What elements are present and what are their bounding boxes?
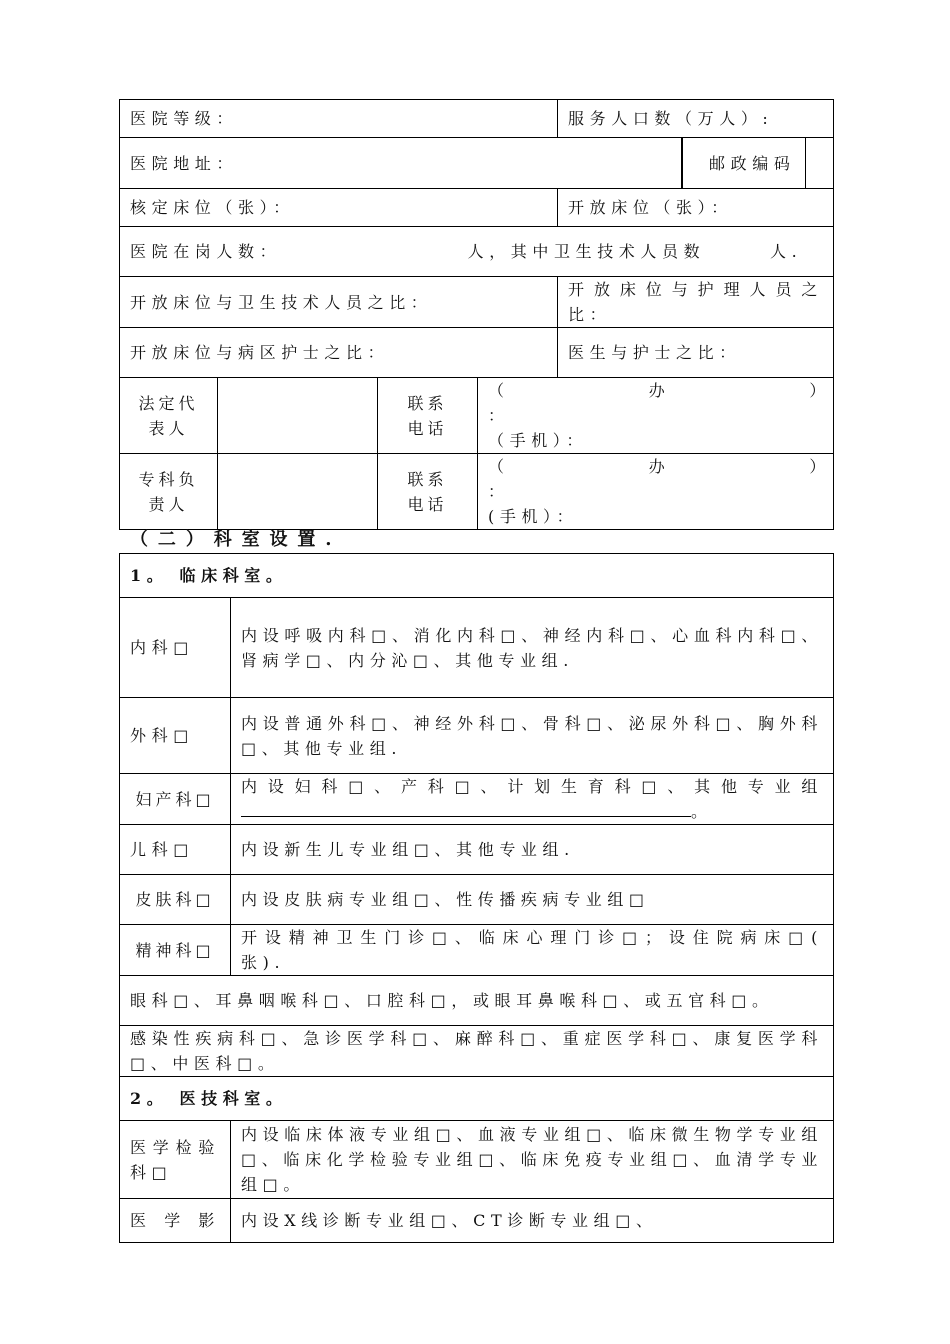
dept-surgery-content: 内设普通外科□、神经外科□、骨科□、泌尿外科□、胸外科□、其他专业组.	[231, 698, 834, 774]
dept-internal-medicine[interactable]: 内科□	[120, 598, 231, 698]
dept-obgyn-end: 。	[691, 802, 713, 821]
dept-dermatology[interactable]: 皮肤科□	[120, 875, 231, 925]
dept-obgyn-text: 内设妇科□、产科□、计划生育科□、其他专业组	[241, 777, 824, 796]
dept-surgery[interactable]: 外科□	[120, 698, 231, 774]
hospital-address-field[interactable]: 医院地址：	[120, 138, 682, 189]
section-title-departments: （二）科室设置.	[130, 529, 342, 550]
dept-internal-medicine-content: 内设呼吸内科□、消化内科□、神经内科□、心血科内科□、肾病学□、内分沁□、其他专业组.	[231, 598, 834, 698]
approved-beds-field[interactable]: 核定床位（张）：	[120, 189, 558, 227]
postal-code-label: 邮政编码	[682, 138, 806, 188]
dept-lab-medicine[interactable]: 医学检验科□	[120, 1121, 231, 1199]
dept-psychiatry[interactable]: 精神科□	[120, 925, 231, 976]
doctor-nurse-ratio-field[interactable]: 医生与护士之比：	[558, 328, 834, 378]
beds-nursing-staff-ratio-field[interactable]: 开放床位与护理人员之比：	[558, 277, 834, 328]
beds-tech-staff-ratio-field[interactable]: 开放床位与卫生技术人员之比：	[120, 277, 558, 328]
staff-count-field[interactable]: 医院在岗人数： 人，其中卫生技术人员数 人.	[120, 227, 834, 277]
hospital-basic-info-table	[119, 99, 932, 530]
dept-obgyn[interactable]: 妇产科□	[120, 774, 231, 825]
dept-medical-imaging[interactable]: 医学影	[120, 1199, 231, 1243]
open-beds-field[interactable]: 开放床位（张）：	[558, 189, 834, 227]
clinical-departments-header: 1。 临床科室。	[120, 554, 834, 598]
other-group-blank[interactable]	[241, 800, 691, 817]
dept-obgyn-content	[231, 774, 834, 825]
department-head-input[interactable]	[218, 454, 378, 530]
hospital-level-field[interactable]: 医院等级：	[120, 100, 558, 138]
beds-ward-nurse-ratio-field[interactable]: 开放床位与病区护士之比：	[120, 328, 558, 378]
dept-medical-imaging-content: 内设X线诊断专业组□、CT诊断专业组□、	[231, 1199, 834, 1243]
dept-dermatology-content: 内设皮肤病专业组□、性传播疾病专业组□	[231, 875, 834, 925]
legal-representative-label: 法定代表人	[120, 378, 218, 454]
dept-pediatrics-content: 内设新生儿专业组□、其他专业组.	[231, 825, 834, 875]
dept-psychiatry-content: 开设精神卫生门诊□、临床心理门诊□；设住院病床□( 张).	[231, 925, 834, 976]
dept-head-phone-cell[interactable]	[478, 454, 932, 530]
legal-representative-input[interactable]	[218, 378, 378, 454]
legal-rep-phone-cell[interactable]	[478, 378, 932, 454]
mobile-phone-1: （手机）：	[488, 431, 589, 450]
dept-lab-medicine-content: 内设临床体液专业组□、血液专业组□、临床微生物学专业组□、临床化学检验专业组□、临床免疫专业组□、血清学专业组□。	[231, 1121, 834, 1199]
mobile-phone-2: (手机）：	[488, 507, 579, 526]
postal-code-input[interactable]	[806, 138, 833, 188]
contact-phone-label: 联系电话	[378, 378, 478, 454]
dept-pediatrics[interactable]: 儿科□	[120, 825, 231, 875]
medtech-departments-header: 2。 医技科室。	[120, 1077, 834, 1121]
department-head-label: 专科负责人	[120, 454, 218, 530]
postal-code-cell	[682, 138, 834, 189]
department-setup-table	[119, 553, 932, 1243]
other-dept-line[interactable]: 感染性疾病科□、急诊医学科□、麻醉科□、重症医学科□、康复医学科□、中医科□。	[120, 1026, 834, 1077]
service-population-field[interactable]: 服务人口数（万人）:	[558, 100, 834, 138]
office-phone-1: （ 办 ） ：	[488, 381, 932, 425]
office-phone-2: （ 办 ） ：	[488, 457, 932, 501]
ent-dept-line[interactable]: 眼科□、耳鼻咽喉科□、口腔科□，或眼耳鼻喉科□、或五官科□。	[120, 976, 834, 1026]
contact-phone-label-2: 联系电话	[378, 454, 478, 530]
